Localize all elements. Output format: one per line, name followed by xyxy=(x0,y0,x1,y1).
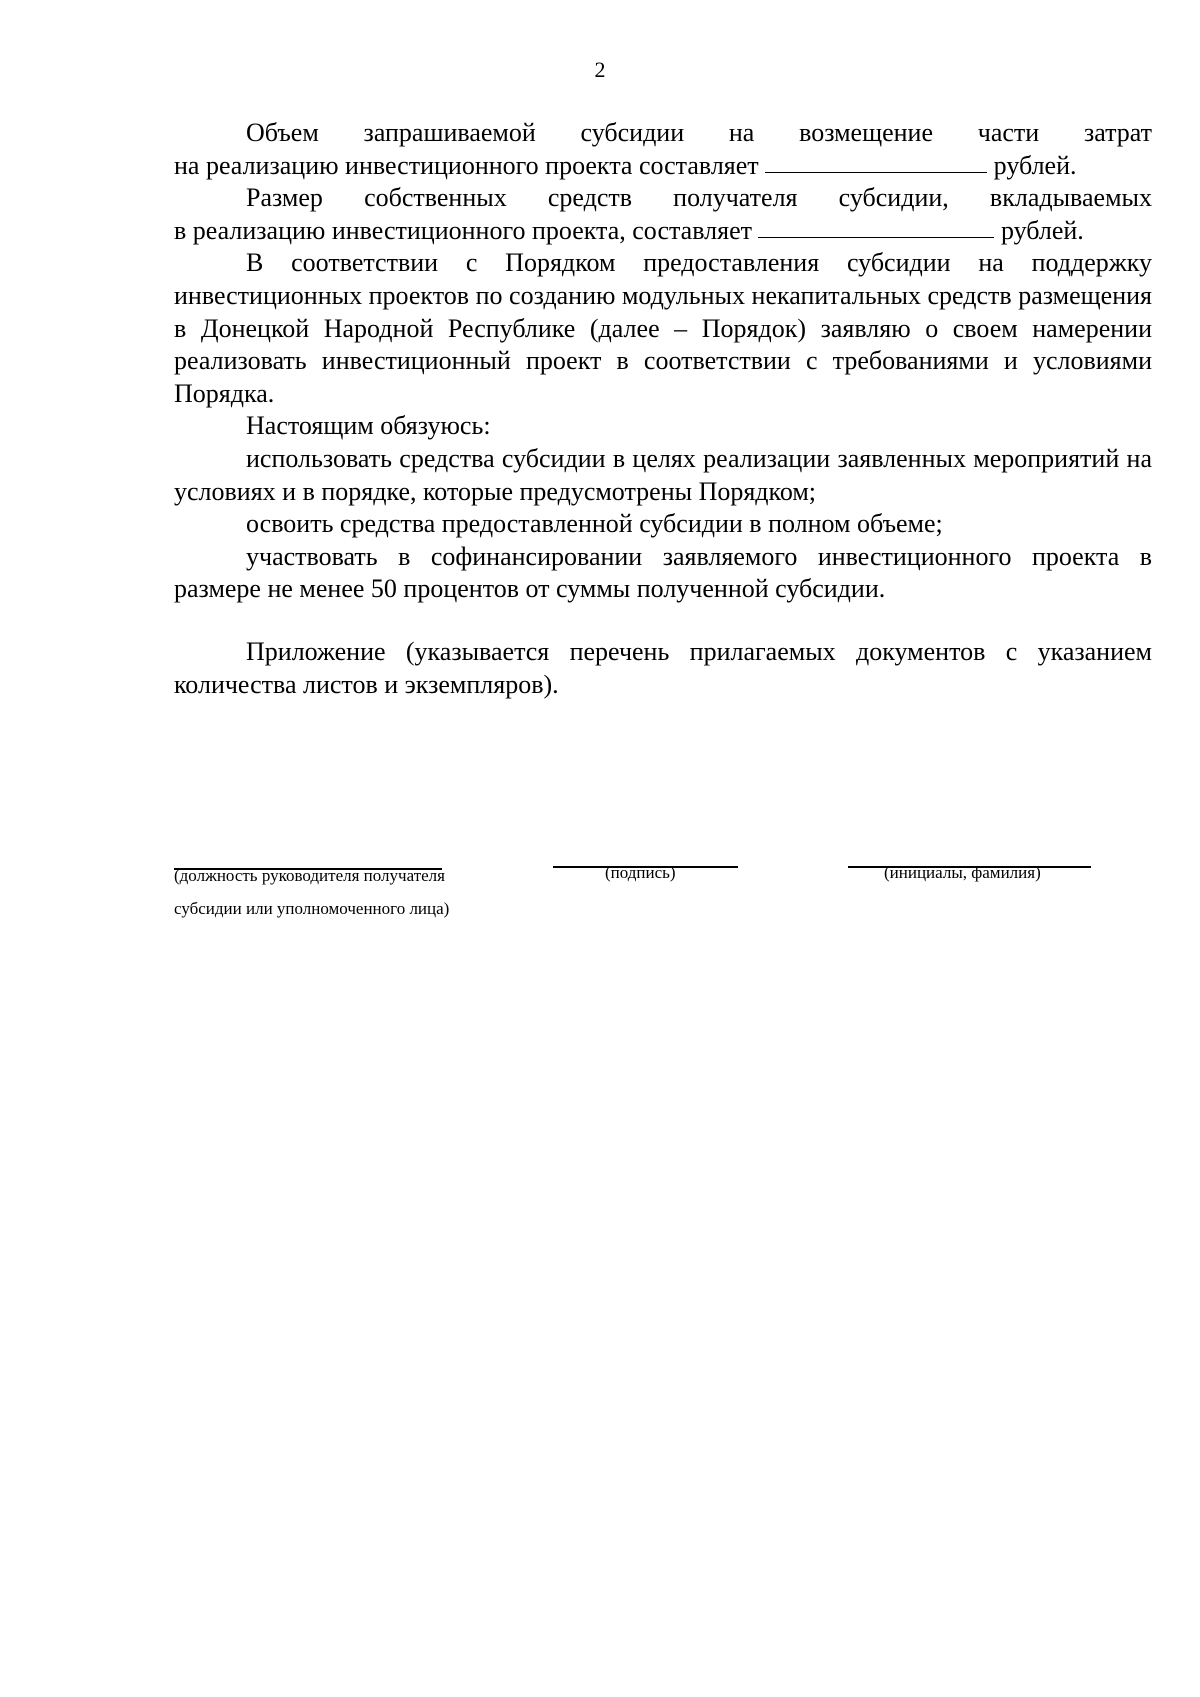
amount-blank-field xyxy=(765,171,987,173)
paragraph-obligation-cofinance: участвовать в софинансировании заявляемого инвестиционного проекта в размере не менее 50 процентов от суммы полученной субсидии. xyxy=(174,541,1152,604)
paragraph-intent: В соответствии с Порядком предоставления субсидии на поддержку инвестиционных проектов по созданию модульных некапитальных средств размещения в Донецкой Народной Республике (далее – Порядок) заявляю о своем намерении реализовать инвестиционный проект в соответствии с требованиями и условиями Порядка. xyxy=(174,248,1152,408)
page-number: 2 xyxy=(594,57,606,82)
position-label-line1: (должность руководителя получателя xyxy=(174,866,445,885)
paragraph-gap xyxy=(174,606,1152,636)
document-body xyxy=(174,117,1152,701)
paragraph-attachment: Приложение (указывается перечень прилагаемых документов с указанием количества листов и экземпляров). xyxy=(174,636,1152,699)
paragraph-own-funds xyxy=(174,182,1152,215)
paragraph-subsidy-amount-cont xyxy=(174,150,1152,183)
paragraph-line: на реализацию инвестиционного проекта составляет xyxy=(174,150,759,180)
currency-label: рублей. xyxy=(1000,215,1084,245)
paragraph-line: в реализацию инвестиционного проекта, составляет xyxy=(174,215,752,245)
paragraph-obligation-master: освоить средства предоставленной субсидии в полном объеме; xyxy=(246,509,943,539)
paragraph-obligations-heading: Настоящим обязуюсь: xyxy=(246,411,491,441)
paragraph-own-funds-cont xyxy=(174,215,1152,248)
own-funds-blank-field xyxy=(758,236,994,238)
paragraph-line: Размер собственных средств получателя субсидии, вкладываемых xyxy=(246,183,1152,213)
signature-label: (подпись) xyxy=(605,863,676,882)
position-label-line2: субсидии или уполномоченного лица) xyxy=(174,899,450,918)
name-label: (инициалы, фамилия) xyxy=(884,863,1041,882)
currency-label: рублей. xyxy=(993,150,1077,180)
paragraph-subsidy-amount xyxy=(174,117,1152,150)
paragraph-line: Объем запрашиваемой субсидии на возмещение части затрат xyxy=(246,118,1152,147)
paragraph-obligation-use: использовать средства субсидии в целях реализации заявленных мероприятий на условиях и в порядке, которые предусмотрены Порядком; xyxy=(174,443,1152,506)
